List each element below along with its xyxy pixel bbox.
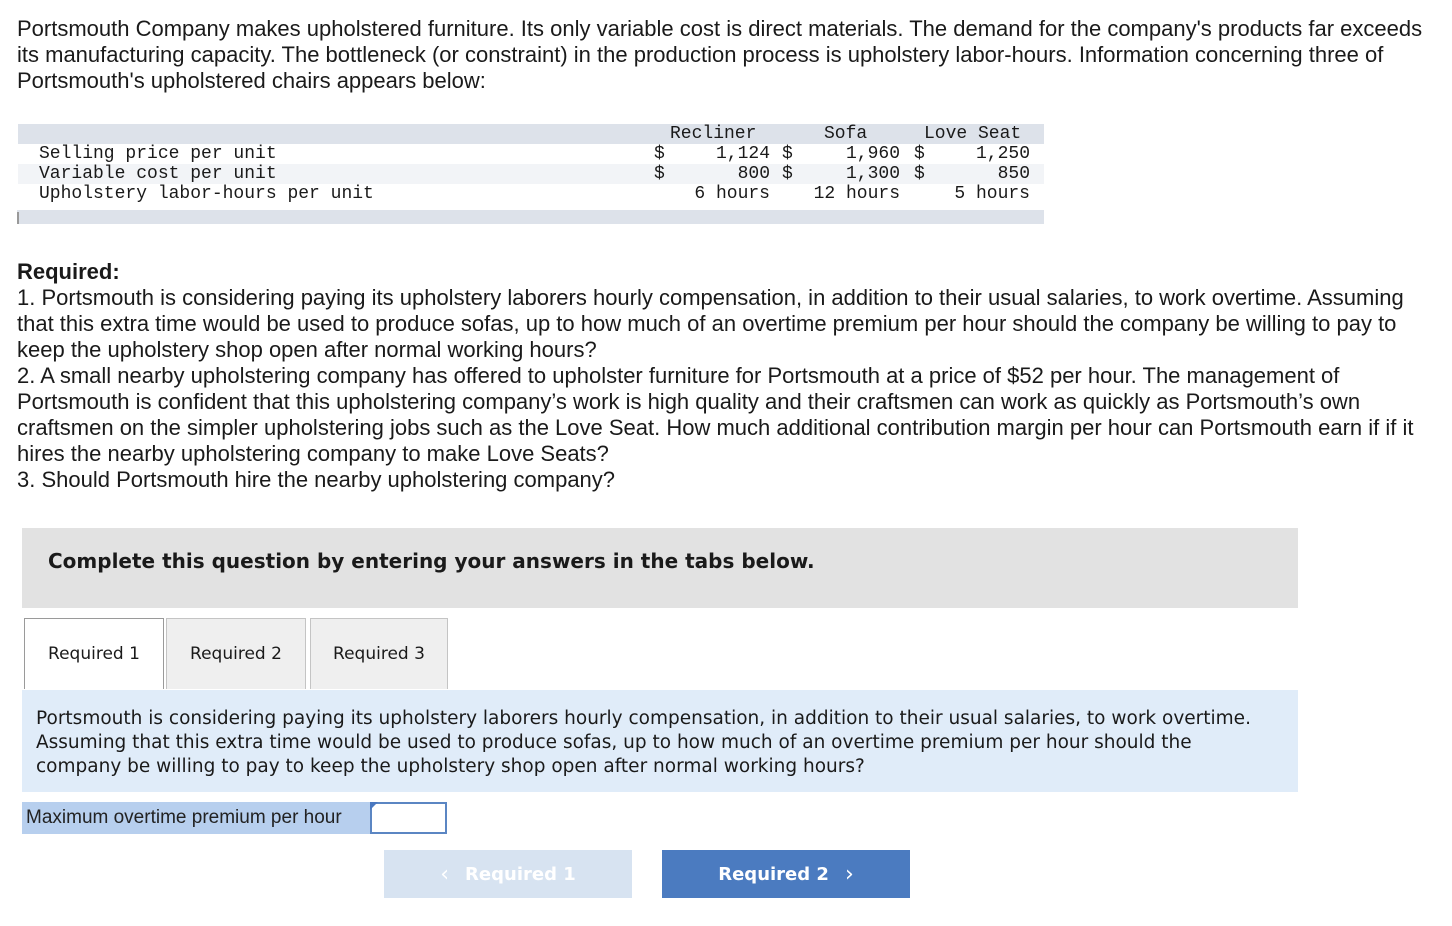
sofa-value: 1,960 bbox=[845, 144, 900, 164]
next-required-button[interactable] bbox=[662, 850, 910, 898]
column-header-love-seat: Love Seat bbox=[924, 124, 1022, 144]
instruction-box bbox=[22, 528, 1298, 608]
required-section bbox=[17, 259, 1437, 493]
problem-intro: Portsmouth Company makes upholstered furniture. Its only variable cost is direct materials. The demand for the company's products far exceeds its manufacturing capacity. The bottleneck (or constraint) in the production process is upholstery labor-hours. Information concerning three of Portsmouth's upholstered chairs appears below: bbox=[17, 16, 1423, 93]
prev-required-button[interactable] bbox=[384, 850, 632, 898]
table-footer-band bbox=[17, 210, 1044, 224]
tab-required-1[interactable]: Required 1 bbox=[24, 618, 164, 689]
required-heading: Required: bbox=[17, 259, 120, 284]
love-seat-value: 850 bbox=[997, 164, 1030, 184]
required-question-1: 1. Portsmouth is considering paying its upholstery laborers hourly compensation, in addition to their usual salaries, to work overtime. Assuming that this extra time would be used to produce sofas, up to how much of an overtime premium per hour should the company be willing to pay to keep the upholstery shop open after normal working hours? bbox=[17, 285, 1404, 362]
chevron-left-icon: ‹ bbox=[440, 861, 450, 887]
love-seat-value: 5 hours bbox=[954, 184, 1030, 204]
currency-symbol: $ bbox=[654, 164, 665, 184]
prev-button-label: Required 1 bbox=[465, 863, 576, 885]
tab-required-2[interactable]: Required 2 bbox=[166, 618, 306, 689]
required-question-2: 2. A small nearby upholstering company has offered to upholster furniture for Portsmouth at a price of $52 per hour. The management of Portsmouth is confident that this upholstering company’s work is high quality and their craftsmen can work as quickly as Portsmouth’s own craftsmen on the simpler upholstering jobs such as the Love Seat. How much additional contribution margin per hour can Portsmouth earn if if it hires the nearby upholstering company to make Love Seats? bbox=[17, 363, 1414, 466]
row-label: Variable cost per unit bbox=[39, 164, 277, 184]
column-header-recliner: Recliner bbox=[670, 124, 757, 144]
currency-symbol: $ bbox=[914, 164, 925, 184]
love-seat-value: 1,250 bbox=[975, 144, 1030, 164]
answer-label: Maximum overtime premium per hour bbox=[22, 802, 370, 834]
cost-data-table bbox=[18, 124, 1044, 224]
table-footer-tick bbox=[17, 212, 19, 224]
column-header-sofa: Sofa bbox=[824, 124, 868, 144]
recliner-value: 1,124 bbox=[715, 144, 770, 164]
row-label: Upholstery labor-hours per unit bbox=[39, 184, 374, 204]
currency-symbol: $ bbox=[782, 144, 793, 164]
sofa-value: 12 hours bbox=[813, 184, 900, 204]
question-panel-text: Portsmouth is considering paying its upholstery laborers hourly compensation, in addition to their usual salaries, to work overtime. Assuming that this extra time would be used to produce sofas, up to how much of an overtime premium per hour should the company be willing to pay to keep the upholstery shop open after normal working hours? bbox=[36, 708, 1251, 777]
required-question-3: 3. Should Portsmouth hire the nearby upholstering company? bbox=[17, 467, 616, 492]
recliner-value: 800 bbox=[737, 164, 770, 184]
table-row bbox=[18, 144, 1044, 164]
sofa-value: 1,300 bbox=[845, 164, 900, 184]
chevron-right-icon: › bbox=[844, 861, 854, 887]
overtime-premium-input[interactable] bbox=[370, 802, 447, 834]
recliner-value: 6 hours bbox=[694, 184, 770, 204]
next-button-label: Required 2 bbox=[718, 863, 829, 885]
table-header-band bbox=[18, 124, 1044, 144]
tab-required-3[interactable]: Required 3 bbox=[310, 618, 448, 689]
question-panel bbox=[22, 690, 1298, 792]
currency-symbol: $ bbox=[782, 164, 793, 184]
row-label: Selling price per unit bbox=[39, 144, 277, 164]
table-row bbox=[18, 184, 1044, 204]
currency-symbol: $ bbox=[654, 144, 665, 164]
table-row bbox=[18, 164, 1044, 184]
instruction-text: Complete this question by entering your answers in the tabs below. bbox=[48, 549, 815, 573]
input-corner-marker-icon bbox=[370, 802, 378, 810]
currency-symbol: $ bbox=[914, 144, 925, 164]
